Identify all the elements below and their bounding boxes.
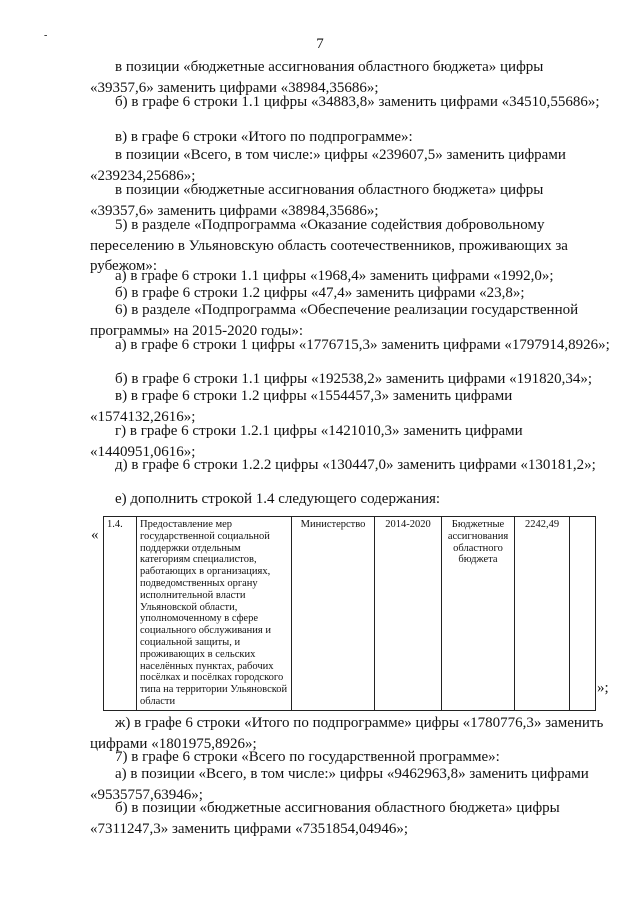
paragraph: ж) в графе 6 строки «Итого по подпрограмме» цифры «1780776,3» заменить цифрами «1801975,8926»; (90, 715, 604, 752)
measure-description-cell: Предоставление мер государственной социальной поддержки отдельным категориям специалистов, работающих в организациях, подведомственных органу исполнительной власти Ульяновской области, уполномоченному в сфере социального обслуживания и социальной защиты, и проживающих в сельских населённых пунктах, рабочих посёлках и посёлках городского типа на территории Ульяновской области (137, 517, 292, 711)
years-cell: 2014-2020 (375, 517, 442, 711)
paragraph: б) в графе 6 строки 1.1 цифры «34883,8» заменить цифрами «34510,55686»; (115, 94, 600, 110)
paragraph: б) в графе 6 строки 1.1 цифры «192538,2» заменить цифрами «191820,34»; (115, 371, 593, 387)
paragraph: 7) в графе 6 строки «Всего по государственной программе»: (115, 749, 500, 765)
executor-cell: Министерство (292, 517, 375, 711)
paragraph: а) в графе 6 строки 1.1 цифры «1968,4» заменить цифрами «1992,0»; (115, 268, 554, 284)
table-row (104, 517, 596, 711)
paragraph: 6) в разделе «Подпрограмма «Обеспечение реализации государственной программы» на 2015-2020 годы»: (90, 302, 579, 339)
paragraph: е) дополнить строкой 1.4 следующего содержания: (115, 491, 441, 507)
paragraph: в позиции «бюджетные ассигнования областного бюджета» цифры «39357,6» заменить цифрами «38984,35686»; (90, 182, 544, 219)
paragraph: в) в графе 6 строки «Итого по подпрограмме»: (115, 129, 413, 145)
paragraph: в позиции «Всего, в том числе:» цифры «239607,5» заменить цифрами «239234,25686»; (90, 147, 566, 184)
closing-quote: »; (597, 680, 609, 696)
page-number: 7 (316, 36, 324, 52)
paragraph: в) в графе 6 строки 1.2 цифры «1554457,3» заменить цифрами «1574132,2616»; (90, 388, 513, 425)
funding-source-cell: Бюджетные ассигнования областного бюджета (442, 517, 515, 711)
paragraph: в позиции «бюджетные ассигнования областного бюджета» цифры «39357,6» заменить цифрами «38984,35686»; (90, 59, 544, 96)
opening-quote: « (91, 527, 99, 543)
row-number-cell: 1.4. (104, 517, 137, 711)
margin-mark: - (44, 30, 48, 41)
paragraph: а) в графе 6 строки 1 цифры «1776715,3» заменить цифрами «1797914,8926»; (115, 337, 610, 353)
empty-cell (570, 517, 596, 711)
paragraph: д) в графе 6 строки 1.2.2 цифры «130447,0» заменить цифрами «130181,2»; (115, 457, 596, 473)
amount-cell: 2242,49 (515, 517, 570, 711)
paragraph: 5) в разделе «Подпрограмма «Оказание содействия добровольному переселению в Ульяновскую область соотечественников, проживающих за рубежом»: (90, 217, 568, 274)
inserted-row-table (103, 516, 596, 711)
paragraph: б) в графе 6 строки 1.2 цифры «47,4» заменить цифрами «23,8»; (115, 285, 525, 301)
paragraph: б) в позиции «бюджетные ассигнования областного бюджета» цифры «7311247,3» заменить цифрами «7351854,04946»; (90, 800, 560, 837)
paragraph: а) в позиции «Всего, в том числе:» цифры «9462963,8» заменить цифрами «9535757,63946»; (90, 766, 589, 803)
paragraph: г) в графе 6 строки 1.2.1 цифры «1421010,3» заменить цифрами «1440951,0616»; (90, 423, 523, 460)
